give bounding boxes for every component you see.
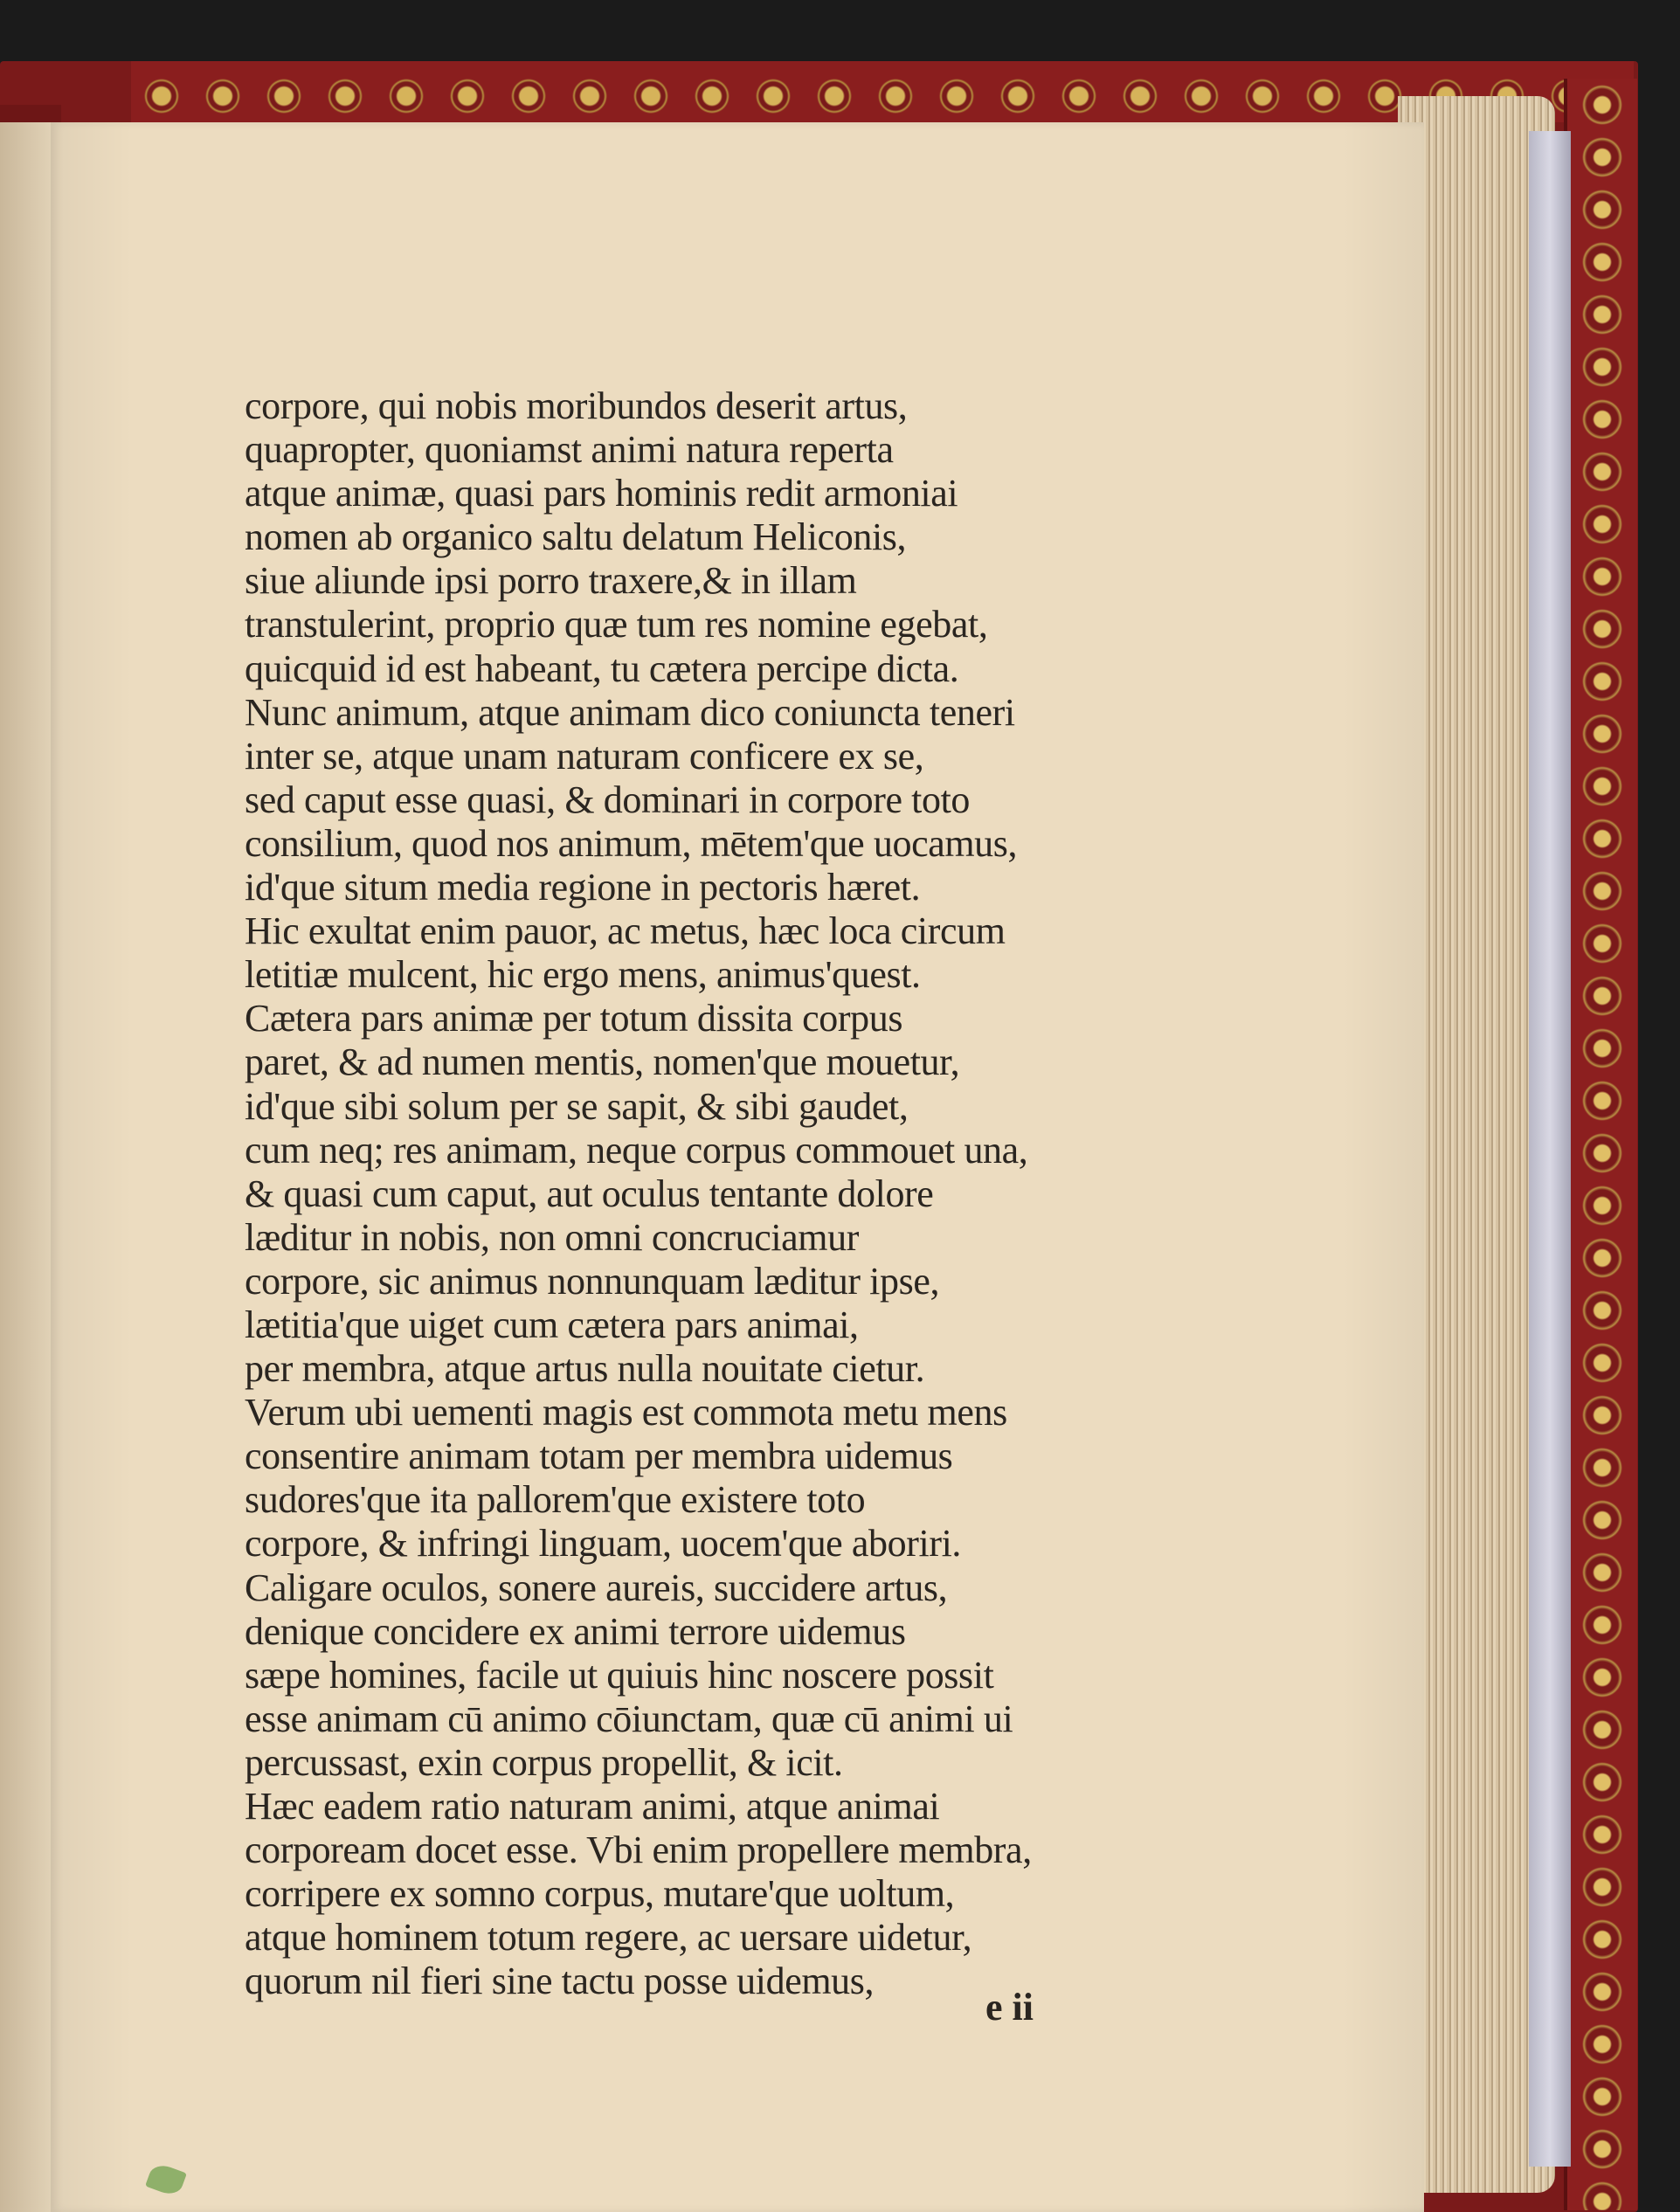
- text-line: id'que situm media regione in pectoris hæret.: [245, 866, 921, 909]
- gilt-border-right: [1564, 79, 1637, 2210]
- text-line: atque hominem totum regere, ac uersare uidetur,: [245, 1916, 972, 1960]
- endpaper: [1529, 131, 1571, 2167]
- text-line: sudores'que ita pallorem'que existere toto: [245, 1478, 866, 1522]
- text-line: Verum ubi uementi magis est commota metu mens: [245, 1391, 1007, 1434]
- book-page: [51, 122, 1424, 2212]
- text-line: quorum nil fieri sine tactu posse uidemus,: [245, 1960, 875, 2003]
- text-line: paret, & ad numen mentis, nomen'que mouetur,: [245, 1040, 960, 1084]
- text-line: percussast, exin corpus propellit, & icit.: [245, 1740, 843, 1784]
- text-line: letitiæ mulcent, hic ergo mens, animus'quest.: [245, 953, 921, 997]
- text-line: corpore, qui nobis moribundos deserit artus,: [245, 384, 908, 427]
- page-text-block: [245, 384, 1188, 2003]
- text-line: læditur in nobis, non omni concruciamur: [245, 1215, 859, 1259]
- text-line: atque animæ, quasi pars hominis redit armoniai: [245, 472, 958, 515]
- text-line: consentire animam totam per membra uidemus: [245, 1434, 953, 1478]
- signature-mark: e ii: [985, 1986, 1034, 2029]
- text-line: Nunc animum, atque animam dico coniuncta teneri: [245, 690, 1015, 734]
- text-line: quapropter, quoniamst animi natura reperta: [245, 428, 894, 472]
- text-line: Caligare oculos, sonere aureis, succidere artus,: [245, 1566, 948, 1609]
- text-line: siue aliunde ipsi porro traxere,& in illam: [245, 559, 857, 603]
- text-line: Hic exultat enim pauor, ac metus, hæc loca circum: [245, 909, 1006, 953]
- text-line: nomen ab organico saltu delatum Heliconis,: [245, 515, 907, 559]
- left-page-edge: [0, 122, 54, 2212]
- text-line: corpore, & infringi linguam, uocem'que aboriri.: [245, 1522, 961, 1566]
- text-line: corpore, sic animus nonnunquam læditur ipse,: [245, 1259, 940, 1303]
- text-line: corpoream docet esse. Vbi enim propellere membra,: [245, 1828, 1032, 1872]
- text-line: & quasi cum caput, aut oculus tentante dolore: [245, 1172, 934, 1215]
- text-line: inter se, atque unam naturam conficere ex se,: [245, 734, 924, 778]
- text-line: Hæc eadem ratio naturam animi, atque animai: [245, 1785, 940, 1828]
- text-line: denique concidere ex animi terrore uidemus: [245, 1609, 906, 1653]
- text-line: consilium, quod nos animum, mētem'que uocamus,: [245, 821, 1018, 865]
- text-line: esse animam cū animo cōiunctam, quæ cū animi ui: [245, 1697, 1013, 1740]
- text-line: lætitia'que uiget cum cætera pars animai,: [245, 1303, 859, 1346]
- text-line: cum neq; res animam, neque corpus commouet una,: [245, 1128, 1028, 1172]
- text-line: quicquid id est habeant, tu cætera percipe dicta.: [245, 646, 959, 690]
- text-line: Cætera pars animæ per totum dissita corpus: [245, 997, 903, 1040]
- text-line: per membra, atque artus nulla nouitate cietur.: [245, 1347, 925, 1391]
- text-line: corripere ex somno corpus, mutare'que uoltum,: [245, 1872, 955, 1916]
- text-line: sed caput esse quasi, & dominari in corpore toto: [245, 778, 971, 821]
- text-line: sæpe homines, facile ut quiuis hinc noscere possit: [245, 1653, 994, 1697]
- text-line: transtulerint, proprio quæ tum res nomine egebat,: [245, 603, 988, 646]
- text-line: id'que sibi solum per se sapit, & sibi gaudet,: [245, 1084, 909, 1128]
